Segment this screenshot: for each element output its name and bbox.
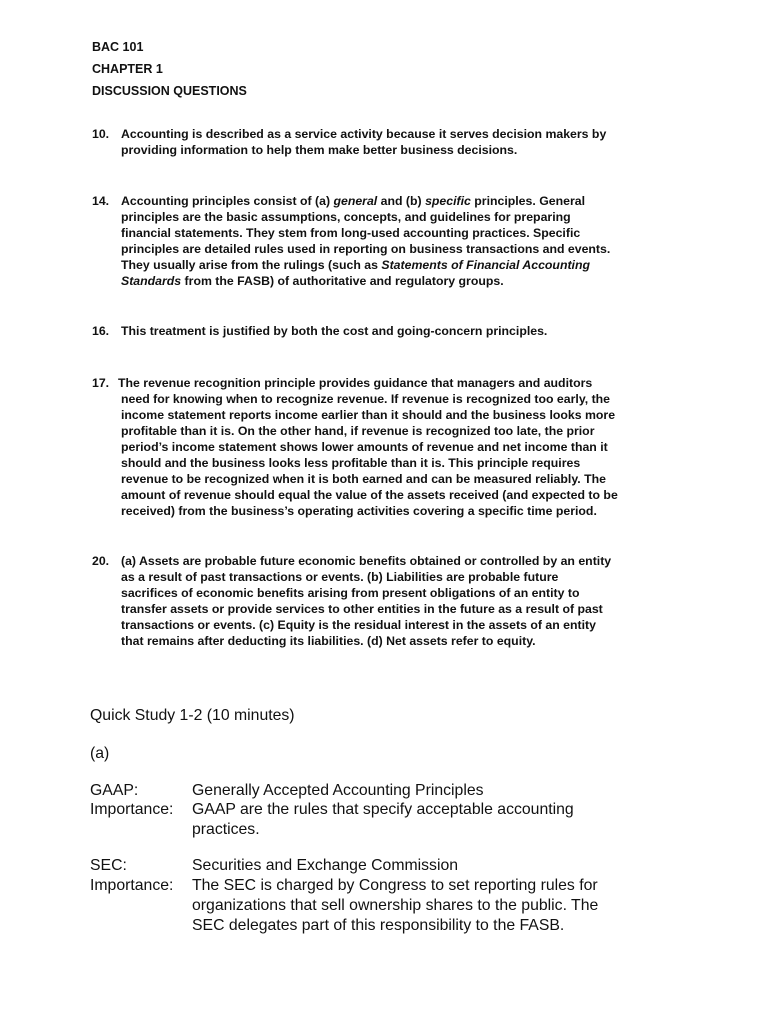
text-line: profitable than it is. On the other hand, if revenue is recognized too late, the prior (121, 424, 595, 438)
text-line: (a) Assets are probable future economic benefits obtained or controlled by an entity (121, 554, 612, 568)
term-label: GAAP: (90, 782, 139, 799)
section-title: DISCUSSION QUESTIONS (92, 84, 247, 98)
text-line: revenue to be recognized when it is both earned and can be measured reliably. The (121, 472, 606, 486)
text-line: amount of revenue should equal the value of the assets received (and expected to be (121, 488, 618, 502)
question-number: 16. (92, 324, 110, 338)
text-line: principles are the basic assumptions, concepts, and guidelines for preparing (121, 210, 571, 224)
text-line: transfer assets or provide services to other entities in the future as a result of past (121, 602, 603, 616)
question-text (121, 193, 686, 289)
text-line: as a result of past transactions or events. (b) Liabilities are probable future (121, 570, 559, 584)
text-line: financial statements. They stem from long-used accounting practices. Specific (121, 226, 581, 240)
quick-study-part: (a) (90, 745, 110, 762)
question-number: 14. (92, 194, 110, 208)
text-line: period’s income statement shows lower amounts of revenue and net income than it (121, 440, 608, 454)
text-line: transactions or events. (c) Equity is the residual interest in the assets of an entity (121, 618, 596, 632)
question-text (121, 553, 686, 649)
question-text (121, 323, 686, 339)
quick-study-title: Quick Study 1-2 (10 minutes) (90, 707, 295, 724)
text-line: Accounting is described as a service activity because it serves decision makers by (121, 127, 607, 141)
term-value: The SEC is charged by Congress to set reporting rules for organizations that sell ownership shares to the public. The SEC delegates part of this responsibility to the FASB. (192, 877, 599, 934)
term-value: Securities and Exchange Commission (192, 857, 459, 874)
text-line: should and the business looks less profitable than it is. This principle requires (121, 456, 581, 470)
course-title: BAC 101 (92, 40, 144, 54)
text-line: Accounting principles consist of (a) general and (b) specific principles. General (121, 194, 585, 208)
text-line: The revenue recognition principle provides guidance that managers and auditors (118, 376, 593, 390)
document-header (92, 36, 247, 102)
question-number: 10. (92, 127, 110, 141)
text-line: principles are detailed rules used in reporting on business transactions and events. (121, 242, 611, 256)
term-value: GAAP are the rules that specify acceptable accounting practices. (192, 801, 574, 838)
chapter-title: CHAPTER 1 (92, 62, 163, 76)
question-number: 20. (92, 554, 110, 568)
question-number: 17. (92, 376, 110, 390)
text-line: that remains after deducting its liabilities. (d) Net assets refer to equity. (121, 634, 536, 648)
term-value: Generally Accepted Accounting Principles (192, 782, 484, 799)
term-label: SEC: (90, 857, 127, 874)
text-line: This treatment is justified by both the cost and going-concern principles. (121, 324, 548, 338)
text-line: need for knowing when to recognize revenue. If revenue is recognized too early, the (121, 392, 611, 406)
text-line: sacrifices of economic benefits arising from present obligations of an entity to (121, 586, 580, 600)
question-text (121, 126, 686, 158)
term-label: Importance: (90, 801, 174, 818)
term-label: Importance: (90, 877, 174, 894)
text-line: received) from the business’s operating activities covering a specific time period. (121, 504, 597, 518)
text-line: income statement reports income earlier than it should and the business looks more (121, 408, 616, 422)
text-line: They usually arise from the rulings (such as Statements of Financial Accounting (121, 258, 590, 272)
text-line: providing information to help them make better business decisions. (121, 143, 518, 157)
text-line: Standards from the FASB) of authoritative and regulatory groups. (121, 274, 504, 288)
question-text (118, 375, 683, 519)
